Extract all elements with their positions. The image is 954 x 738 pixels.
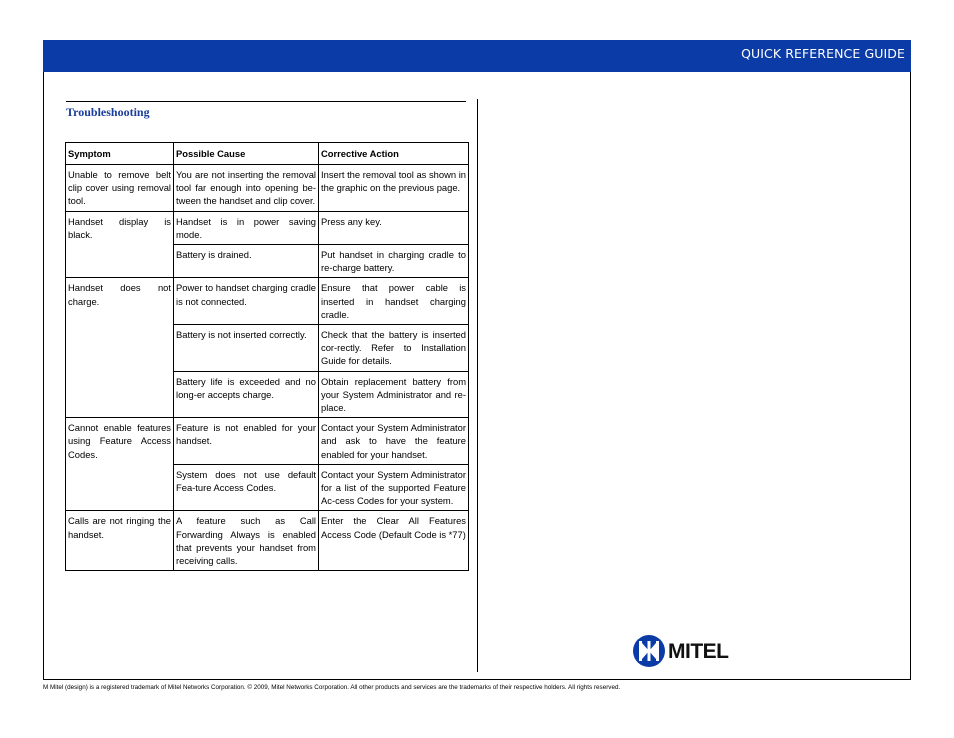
cause-cell: Battery life is exceeded and no long-er accepts charge. <box>174 371 319 418</box>
cause-cell: Power to handset charging cradle is not connected. <box>174 278 319 325</box>
cause-cell: Handset is in power saving mode. <box>174 211 319 244</box>
troubleshooting-table <box>65 142 469 571</box>
action-cell: Put handset in charging cradle to re-charge battery. <box>319 245 469 278</box>
table-header-row <box>66 143 469 165</box>
header-possible-cause: Possible Cause <box>174 143 319 165</box>
section-rule <box>66 101 466 102</box>
symptom-cell: Handset does not charge. <box>66 278 174 418</box>
header-title: QUICK REFERENCE GUIDE <box>741 46 905 61</box>
column-divider <box>477 99 478 672</box>
table-row <box>66 511 469 571</box>
cause-cell: Battery is not inserted correctly. <box>174 325 319 372</box>
header-symptom: Symptom <box>66 143 174 165</box>
cause-cell: System does not use default Fea-ture Access Codes. <box>174 464 319 511</box>
header-corrective-action: Corrective Action <box>319 143 469 165</box>
action-cell: Insert the removal tool as shown in the graphic on the previous page. <box>319 165 469 212</box>
table-row <box>66 211 469 244</box>
symptom-cell: Calls are not ringing the handset. <box>66 511 174 571</box>
header-bar <box>43 40 911 72</box>
action-cell: Press any key. <box>319 211 469 244</box>
action-cell: Obtain replacement battery from your System Administrator and re-place. <box>319 371 469 418</box>
mitel-logo <box>632 633 747 669</box>
cause-cell: Feature is not enabled for your handset. <box>174 418 319 465</box>
logo-wordmark: MITEL <box>668 640 729 663</box>
cause-cell: A feature such as Call Forwarding Always is enabled that prevents your handset from receiving calls. <box>174 511 319 571</box>
action-cell: Ensure that power cable is inserted in handset charging cradle. <box>319 278 469 325</box>
footer-trademark: M Mitel (design) is a registered trademark of Mitel Networks Corporation. © 2009, Mitel Networks Corporation. All other products and services are the trademarks of their respective holders. All rights reserved. <box>43 684 621 691</box>
action-cell: Enter the Clear All Features Access Code (Default Code is *77) <box>319 511 469 571</box>
table-row <box>66 165 469 212</box>
table-row <box>66 418 469 465</box>
cause-cell: You are not inserting the removal tool far enough into opening be-tween the handset and clip cover. <box>174 165 319 212</box>
symptom-cell: Handset display is black. <box>66 211 174 278</box>
section-title: Troubleshooting <box>66 105 150 119</box>
action-cell: Contact your System Administrator and ask to have the feature enabled for your handset. <box>319 418 469 465</box>
action-cell: Contact your System Administrator for a list of the supported Feature Ac-cess Codes for your system. <box>319 464 469 511</box>
symptom-cell: Cannot enable features using Feature Access Codes. <box>66 418 174 511</box>
table-row <box>66 278 469 325</box>
symptom-cell: Unable to remove belt clip cover using removal tool. <box>66 165 174 212</box>
action-cell: Check that the battery is inserted cor-rectly. Refer to Installation Guide for details. <box>319 325 469 372</box>
mitel-emblem-icon <box>632 633 666 669</box>
cause-cell: Battery is drained. <box>174 245 319 278</box>
